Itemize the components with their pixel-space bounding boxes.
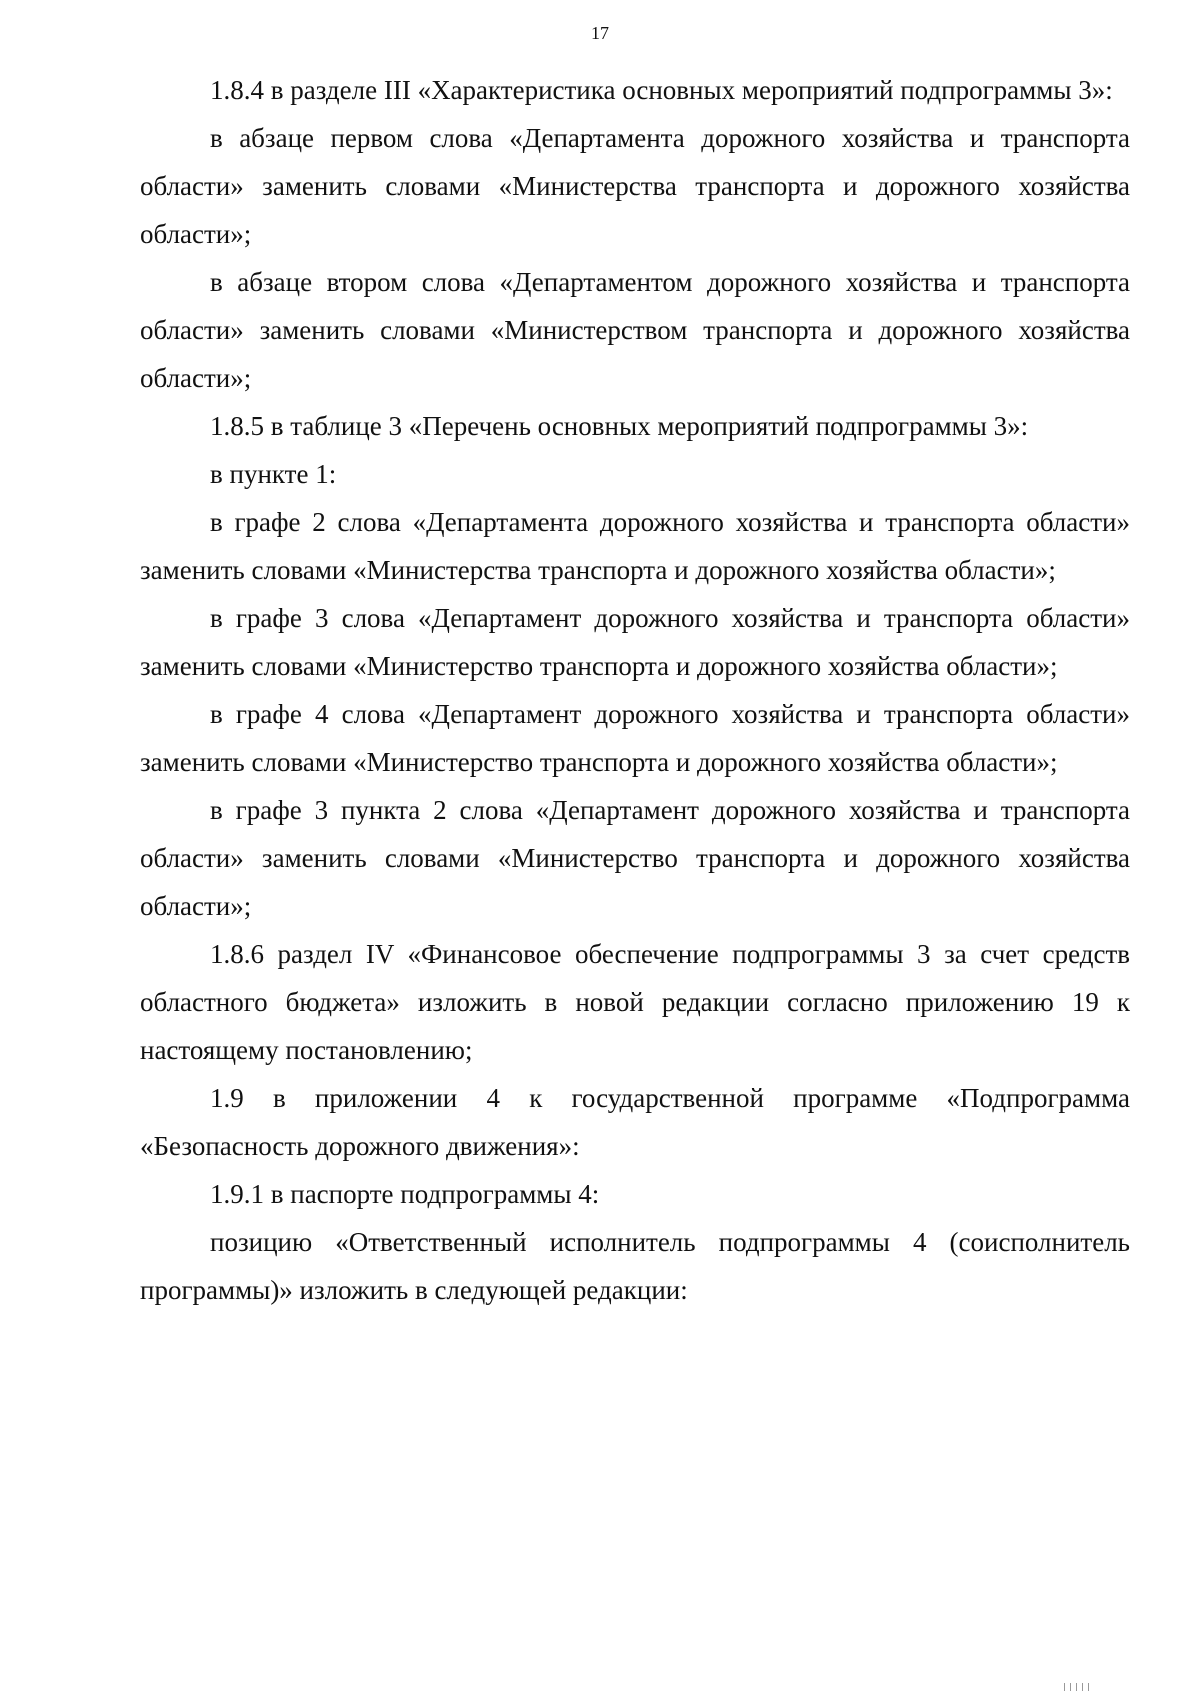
paragraph-grafa-3-punkt-2: в графе 3 пункта 2 слова «Департамент дорожного хозяйства и транспорта области» заменить словами «Министерство транспорта и дорожного хозяйства области»; (140, 795, 1130, 921)
document-body (140, 66, 1130, 1314)
paragraph-grafa-2: в графе 2 слова «Департамента дорожного хозяйства и транспорта области» заменить словами «Министерства транспорта и дорожного хозяйства области»; (140, 507, 1130, 585)
paragraph-grafa-4: в графе 4 слова «Департамент дорожного хозяйства и транспорта области» заменить словами «Министерство транспорта и дорожного хозяйства области»; (140, 699, 1130, 777)
paragraph-1-8-5: 1.8.5 в таблице 3 «Перечень основных мероприятий подпрограммы 3»: (210, 411, 1029, 441)
page-number: 17 (591, 23, 609, 43)
paragraph-1-9: 1.9 в приложении 4 к государственной программе «Подпрограмма «Безопасность дорожного движения»: (140, 1083, 1130, 1161)
paragraph-1-9-1: 1.9.1 в паспорте подпрограммы 4: (210, 1179, 600, 1209)
paragraph-first-abzac: в абзаце первом слова «Департамента дорожного хозяйства и транспорта области» заменить словами «Министерства транспорта и дорожного хозяйства области»; (140, 123, 1130, 249)
paragraph-poziciyu: позицию «Ответственный исполнитель подпрограммы 4 (соисполнитель программы)» изложить в следующей редакции: (140, 1227, 1130, 1305)
paragraph-1-8-6: 1.8.6 раздел IV «Финансовое обеспечение подпрограммы 3 за счет средств областного бюджета» изложить в новой редакции согласно приложению 19 к настоящему постановлению; (140, 939, 1130, 1065)
paragraph-punkt-1: в пункте 1: (210, 459, 337, 489)
paragraph-1-8-4: 1.8.4 в разделе III «Характеристика основных мероприятий подпрограммы 3»: (210, 75, 1113, 105)
paragraph-grafa-3: в графе 3 слова «Департамент дорожного хозяйства и транспорта области» заменить словами «Министерство транспорта и дорожного хозяйства области»; (140, 603, 1130, 681)
paragraph-second-abzac: в абзаце втором слова «Департаментом дорожного хозяйства и транспорта области» заменить словами «Министерством транспорта и дорожного хозяйства области»; (140, 267, 1130, 393)
scan-artifact-marks (1064, 1683, 1104, 1691)
